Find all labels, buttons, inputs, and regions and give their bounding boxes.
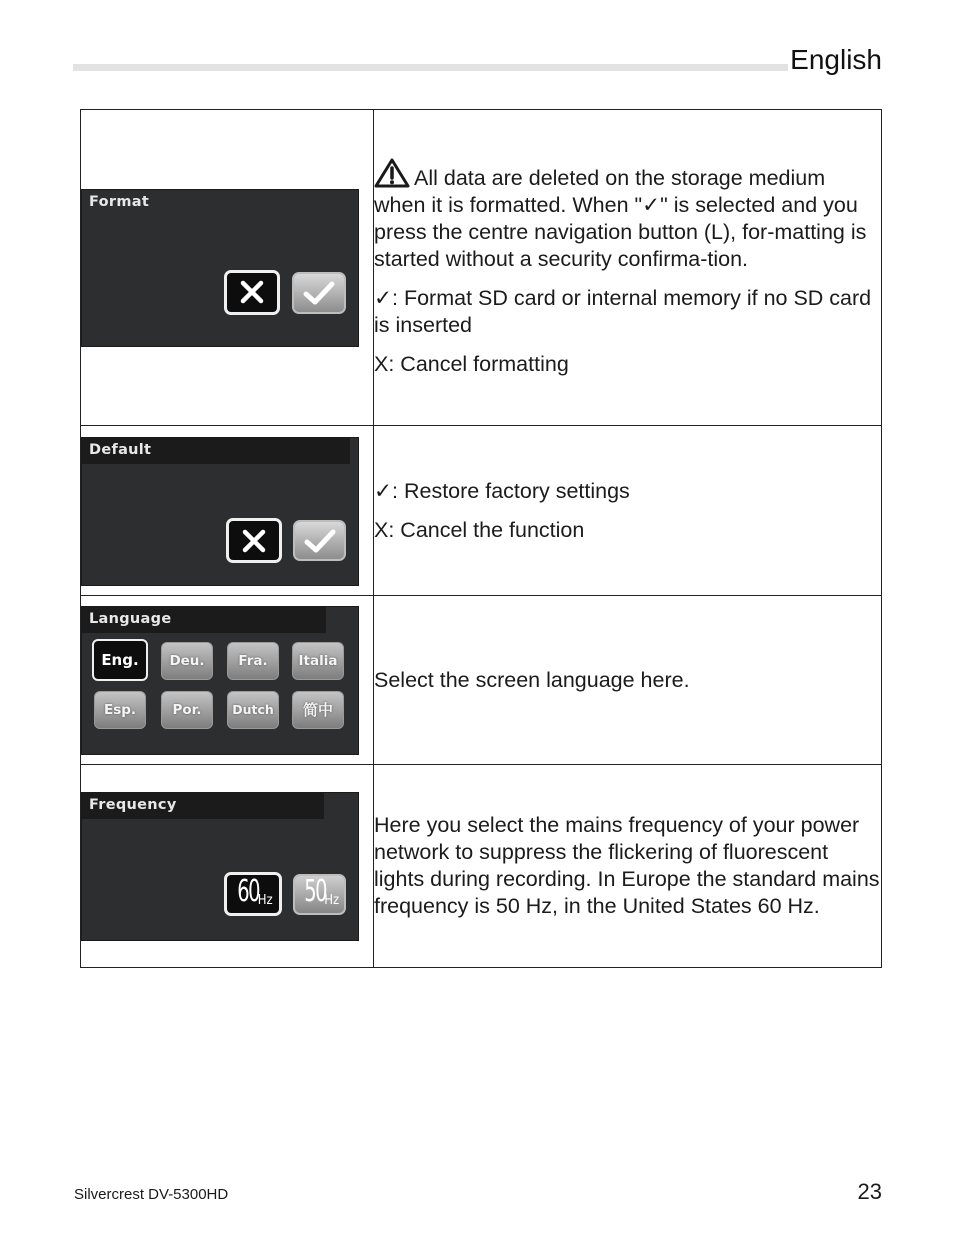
- close-icon: [239, 279, 265, 305]
- table-row-default: [81, 426, 882, 596]
- language-option-italia: Italia: [292, 642, 344, 680]
- format-cancel-text: X: Cancel formatting: [374, 351, 569, 376]
- cancel-button: [224, 270, 280, 315]
- default-cancel-text: X: Cancel the function: [374, 517, 585, 542]
- cancel-button: [226, 518, 282, 563]
- settings-table: [80, 109, 882, 968]
- description-cell: [374, 426, 882, 596]
- table-row-language: [81, 596, 882, 765]
- frequency-description: Here you select the mains frequency of your power network to suppress the flickering of fluorescent lights during recording. In Europe the standard mains frequency is 50 Hz, in the United States 60 Hz.: [374, 813, 880, 918]
- language-option-esp: Esp.: [94, 691, 146, 729]
- language-option-fra: Fra.: [227, 642, 279, 680]
- frequency-value: 50: [304, 874, 326, 909]
- frequency-option-60hz: [224, 872, 282, 916]
- header-rule: [73, 64, 788, 71]
- page-number: 23: [857, 1179, 882, 1204]
- screen-title: Language: [89, 610, 172, 627]
- format-screen: [81, 189, 359, 347]
- confirm-button: [292, 272, 346, 314]
- page-language-title: English: [790, 44, 882, 75]
- frequency-value: 60: [237, 874, 260, 909]
- format-warning-paragraph: [374, 158, 881, 273]
- description-cell: [374, 765, 882, 968]
- frequency-screen: [81, 792, 359, 941]
- table-row-format: [81, 110, 882, 426]
- screenshot-cell: [81, 426, 374, 596]
- table-row-frequency: [81, 765, 882, 968]
- warning-triangle-icon: [374, 158, 410, 188]
- language-screen: [81, 606, 359, 755]
- screenshot-cell: [81, 110, 374, 426]
- default-screen: [81, 437, 359, 586]
- confirm-button: [293, 520, 346, 561]
- language-option-dutch: Dutch: [227, 691, 279, 729]
- description-cell: [374, 110, 882, 426]
- description-cell: [374, 596, 882, 765]
- frequency-option-50hz: [293, 874, 346, 915]
- checkmark-icon: [301, 279, 337, 307]
- language-option-por: Por.: [161, 691, 213, 729]
- language-option-eng: Eng.: [92, 639, 148, 681]
- format-warning-text: All data are deleted on the storage medium when it is formatted. When "✓" is selected and you press the centre navigation button (L), for-matting is started without a security confirma-tion.: [374, 165, 867, 271]
- screen-title: Format: [89, 193, 150, 210]
- language-option-chinese: 简中: [292, 691, 344, 729]
- format-confirm-text: ✓: Format SD card or internal memory if no SD card is inserted: [374, 285, 872, 337]
- screenshot-cell: [81, 596, 374, 765]
- default-confirm-text: ✓: Restore factory settings: [374, 478, 630, 503]
- screen-title: Default: [89, 442, 152, 458]
- footer-product-name: Silvercrest DV-5300HD: [74, 1186, 229, 1203]
- screenshot-cell: [81, 765, 374, 968]
- frequency-unit: Hz: [257, 893, 273, 908]
- frequency-unit: Hz: [324, 893, 340, 908]
- close-icon: [241, 528, 267, 554]
- language-description: Select the screen language here.: [374, 667, 690, 692]
- language-option-deu: Deu.: [161, 642, 213, 680]
- checkmark-icon: [302, 527, 338, 555]
- screen-title: Frequency: [89, 797, 177, 813]
